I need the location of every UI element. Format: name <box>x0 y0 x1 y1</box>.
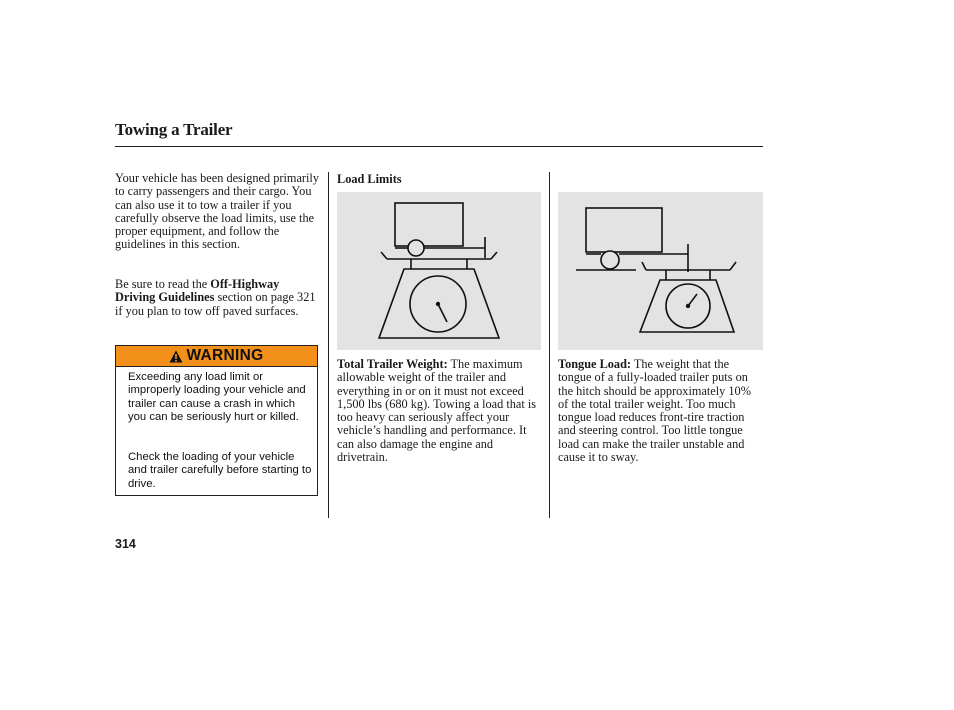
page-title: Towing a Trailer <box>115 120 233 139</box>
tongue-load-figure <box>558 192 763 350</box>
offroad-paragraph <box>115 278 320 318</box>
intro-paragraph: Your vehicle has been designed primarily to carry passengers and their cargo. You can also use it to tow a trailer if you carefully observe the load limits, use the proper equipment, and follow the guidelines in this section. <box>115 171 319 252</box>
total-weight-figure <box>337 192 541 350</box>
total-weight-label: Total Trailer Weight: <box>337 357 448 371</box>
warning-label: WARNING <box>186 347 264 364</box>
column-divider-1 <box>328 172 329 518</box>
tongue-load-label: Tongue Load: <box>558 357 632 371</box>
warning-text-2: Check the loading of your vehicle and trailer carefully before starting to drive. <box>128 451 312 490</box>
tongue-load-text: The weight that the tongue of a fully-loaded trailer puts on the hitch should be approximately 10% of the total trailer weight. Too much tongue load reduces front-tire traction and steering control. Too little tongue load can make the trailer unstable and cause it to sway. <box>558 357 751 465</box>
total-weight-paragraph <box>337 358 543 464</box>
offroad-link-text: Off-Highway Driving Guidelines <box>115 277 280 305</box>
warning-box <box>115 345 318 496</box>
trailer-on-scale-illustration <box>337 192 541 350</box>
total-weight-text: The maximum allowable weight of the trailer and everything in or on it must not exceed 1,500 lbs (680 kg). Towing a load that is too heavy can seriously affect your vehicle’s handling and performance. It can also damage the engine and drivetrain. <box>337 357 537 465</box>
offroad-post: section on page 321 if you plan to tow off paved surfaces. <box>115 290 316 318</box>
warning-text-1: Exceeding any load limit or improperly loading your vehicle and trailer can cause a crash in which you can be seriously hurt or killed. <box>128 371 306 424</box>
load-limits-heading: Load Limits <box>337 172 402 186</box>
offroad-pre: Be sure to read the <box>115 277 211 291</box>
tongue-load-paragraph <box>558 358 764 464</box>
column-divider-2 <box>549 172 550 518</box>
tongue-on-scale-illustration <box>558 192 763 350</box>
page-number: 314 <box>115 537 136 551</box>
warning-triangle-icon <box>169 350 183 363</box>
title-rule <box>115 146 763 147</box>
warning-header <box>116 346 317 367</box>
